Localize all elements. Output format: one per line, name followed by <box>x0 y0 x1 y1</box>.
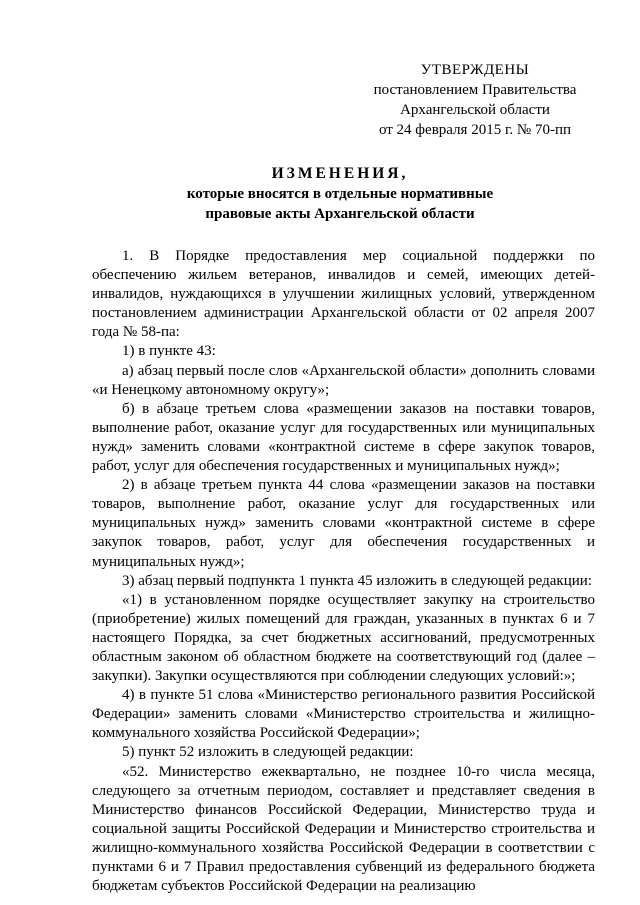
heading-title: ИЗМЕНЕНИЯ, <box>271 165 409 182</box>
document-body <box>92 247 595 896</box>
paragraph: «52. Министерство ежеквартально, не позднее 10-го числа месяца, следующего за отчетным периодом, составляет и представляет сведения в Министерство финансов Российской Федерации, Министерство труда и социальной защиты Российской Федерации и Министерство строительства и жилищно-коммунального хозяйства Российской Федерации в соответствии с пунктами 6 и 7 Правил предоставления субвенций из федерального бюджета бюджетам субъектов Российской Федерации на реализацию <box>92 763 595 895</box>
paragraph: «1) в установленном порядке осуществляет закупку на строительство (приобретение) жилых помещений для граждан, указанных в пунктах 6 и 7 настоящего Порядка, за счет бюджетных ассигнований, предусмотренных областным законом об областном бюджете на соответствующий год (далее – закупки). Закупки осуществляются при соблюдении следующих условий:»; <box>92 591 595 685</box>
paragraph: б) в абзаце третьем слова «размещении заказов на поставки товаров, выполнение работ, оказание услуг для государственных или муниципальных нужд» заменить словами «контрактной системе в сфере закупок товаров, работ, услуг для обеспечения государственных и муниципальных нужд»; <box>92 400 595 475</box>
approval-stamp <box>360 60 590 140</box>
approval-line-2: Архангельской области <box>400 102 550 118</box>
paragraph: 1. В Порядке предоставления мер социальной поддержки по обеспечению жильем ветеранов, инвалидов и семей, имеющих детей-инвалидов, нуждающихся в улучшении жилищных условий, утвержденном постановлением администрации Архангельской области от 02 апреля 2007 года № 58-па: <box>92 248 595 341</box>
paragraph: 1) в пункте 43: <box>122 343 216 360</box>
approval-title: УТВЕРЖДЕНЫ <box>420 62 530 78</box>
approval-line-1: постановлением Правительства <box>373 82 577 98</box>
paragraph: 5) пункт 52 изложить в следующей редакции: <box>122 744 414 761</box>
heading-subtitle-1: которые вносятся в отдельные нормативные <box>186 186 494 202</box>
approval-line-3: от 24 февраля 2015 г. № 70-пп <box>378 122 572 138</box>
heading-subtitle-2: правовые акты Архангельской области <box>205 206 475 222</box>
paragraph: а) абзац первый после слов «Архангельской области» дополнить словами «и Ненецкому автономному округу»; <box>92 362 595 398</box>
paragraph: 3) абзац первый подпункта 1 пункта 45 изложить в следующей редакции: <box>122 572 592 589</box>
document-heading <box>90 164 590 224</box>
paragraph: 2) в абзаце третьем пункта 44 слова «размещении заказов на поставки товаров, выполнение работ, оказание услуг для государственных или муниципальных нужд» заменить словами «контрактной системе в сфере закупок товаров, работ, услуг для обеспечения государственных и муниципальных нужд»; <box>92 477 595 570</box>
paragraph: 4) в пункте 51 слова «Министерство регионального развития Российской Федерации» заменить словами «Министерство строительства и жилищно-коммунального хозяйства Российской Федерации»; <box>92 687 595 742</box>
